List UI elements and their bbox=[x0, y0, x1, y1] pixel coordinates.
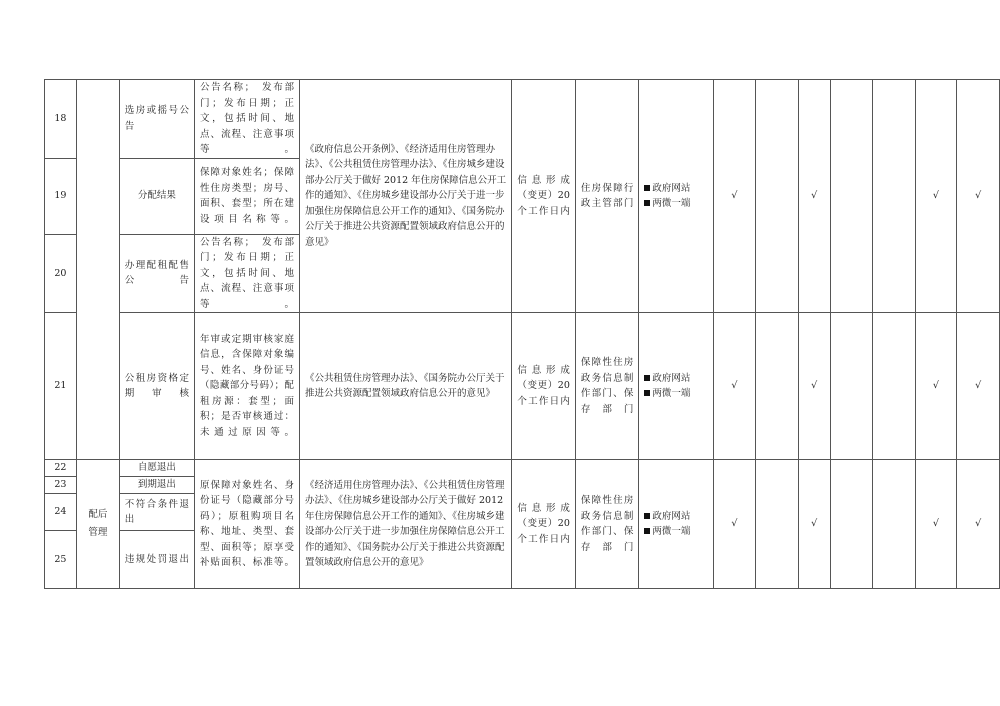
check-mark: √ bbox=[957, 460, 1000, 589]
black-square-icon bbox=[644, 200, 650, 206]
black-square-icon bbox=[644, 390, 650, 396]
check-mark: √ bbox=[798, 460, 830, 589]
row-number: 18 bbox=[45, 80, 77, 159]
check-mark: √ bbox=[957, 313, 1000, 460]
black-square-icon bbox=[644, 185, 650, 191]
item-name: 公租房资格定期审核 bbox=[119, 313, 194, 460]
row-number: 19 bbox=[45, 158, 77, 234]
empty-cell bbox=[873, 460, 916, 589]
row-number: 21 bbox=[45, 313, 77, 460]
time-limit-cell: 信息形成（变更）20个工作日内 bbox=[512, 80, 576, 313]
basis-cell: 《经济适用住房管理办法》、《公共租赁住房管理办法》、《住房城乡建设部办公厅关于做好 2012 年住房保障信息公开工作的通知》、《住房城乡建设部办公厅关于进一步加强住房保障信息公开工作的通知》、《国务院办公厅关于推进公共资源配置领域政府信息公开的意见》 bbox=[299, 460, 511, 589]
channel-wechat-weibo-app: 两微一端 bbox=[652, 388, 691, 399]
department-cell: 保障性住房政务信息制作部门、保存部门 bbox=[575, 313, 639, 460]
item-name: 办理配租配售公告 bbox=[119, 234, 194, 313]
table-row bbox=[45, 460, 1000, 477]
check-mark: √ bbox=[713, 460, 756, 589]
row-number: 25 bbox=[45, 531, 77, 589]
item-name: 自愿退出 bbox=[119, 460, 194, 477]
check-mark: √ bbox=[957, 80, 1000, 313]
channel-website: 政府网站 bbox=[652, 510, 691, 522]
item-name: 选房或摇号公告 bbox=[119, 80, 194, 159]
row-number: 22 bbox=[45, 460, 77, 477]
table-row bbox=[45, 313, 1000, 460]
content-cell: 保障对象姓名；保障性住房类型；房号、面积、套型；所在建设项目名称等。 bbox=[195, 158, 300, 234]
row-number: 23 bbox=[45, 477, 77, 494]
row-number: 20 bbox=[45, 234, 77, 313]
black-square-icon bbox=[644, 528, 650, 534]
basis-cell: 《公共租赁住房管理办法》、《国务院办公厅关于推进公共资源配置领域政府信息公开的意见》 bbox=[299, 313, 511, 460]
channel-website: 政府网站 bbox=[652, 182, 691, 194]
channel-cell bbox=[639, 313, 713, 460]
empty-cell bbox=[830, 313, 873, 460]
time-limit-cell: 信息形成（变更）20个工作日内 bbox=[512, 313, 576, 460]
department-cell: 保障性住房政务信息制作部门、保存部门 bbox=[575, 460, 639, 589]
basis-cell: 《政府信息公开条例》、《经济适用住房管理办法》、《公共租赁住房管理办法》、《住房城乡建设部办公厅关于做好 2012 年住房保障信息公开工作的通知》、《住房城乡建设部办公厅关于进一步加强住房保障信息公开工作的通知》、《国务院办公厅关于推进公共资源配置领域政府信息公开的意见》 bbox=[299, 80, 511, 313]
channel-cell bbox=[639, 460, 713, 589]
item-name: 不符合条件退出 bbox=[119, 494, 194, 531]
group-cell-empty bbox=[76, 80, 119, 460]
channel-website: 政府网站 bbox=[652, 372, 691, 384]
department-cell: 住房保障行政主管部门 bbox=[575, 80, 639, 313]
check-mark: √ bbox=[915, 460, 957, 589]
content-cell: 年审或定期审核家庭信息，含保障对象编号、姓名、身份证号（隐藏部分号码）；配租房源：套型；面积；是否审核通过：未通过原因等。 bbox=[195, 313, 300, 460]
item-name: 到期退出 bbox=[119, 477, 194, 494]
content-cell: 公告名称； 发布部门；发布日期；正文，包括时间、地点、流程、注意事项等。 bbox=[195, 234, 300, 313]
check-mark: √ bbox=[713, 80, 756, 313]
item-name: 分配结果 bbox=[119, 158, 194, 234]
channel-cell bbox=[639, 80, 713, 313]
channel-wechat-weibo-app: 两微一端 bbox=[652, 526, 691, 537]
group-label: 配后管理 bbox=[76, 460, 119, 589]
check-mark: √ bbox=[915, 80, 957, 313]
row-number: 24 bbox=[45, 494, 77, 531]
empty-cell bbox=[756, 460, 799, 589]
check-mark: √ bbox=[798, 313, 830, 460]
black-square-icon bbox=[644, 513, 650, 519]
empty-cell bbox=[873, 313, 916, 460]
empty-cell bbox=[830, 460, 873, 589]
check-mark: √ bbox=[713, 313, 756, 460]
content-cell: 原保障对象姓名、身份证号（隐藏部分号码）；原租购项目名称、地址、类型、套型、面积等；原享受补贴面积、标准等。 bbox=[195, 460, 300, 589]
empty-cell bbox=[873, 80, 916, 313]
check-mark: √ bbox=[915, 313, 957, 460]
black-square-icon bbox=[644, 375, 650, 381]
content-cell: 公告名称； 发布部门；发布日期；正文，包括时间、地点、流程、注意事项等。 bbox=[195, 80, 300, 159]
empty-cell bbox=[830, 80, 873, 313]
table-row bbox=[45, 80, 1000, 159]
disclosure-table bbox=[44, 79, 1000, 589]
item-name: 违规处罚退出 bbox=[119, 531, 194, 589]
channel-wechat-weibo-app: 两微一端 bbox=[652, 198, 691, 209]
empty-cell bbox=[756, 313, 799, 460]
empty-cell bbox=[756, 80, 799, 313]
check-mark: √ bbox=[798, 80, 830, 313]
time-limit-cell: 信息形成（变更）20个工作日内 bbox=[512, 460, 576, 589]
